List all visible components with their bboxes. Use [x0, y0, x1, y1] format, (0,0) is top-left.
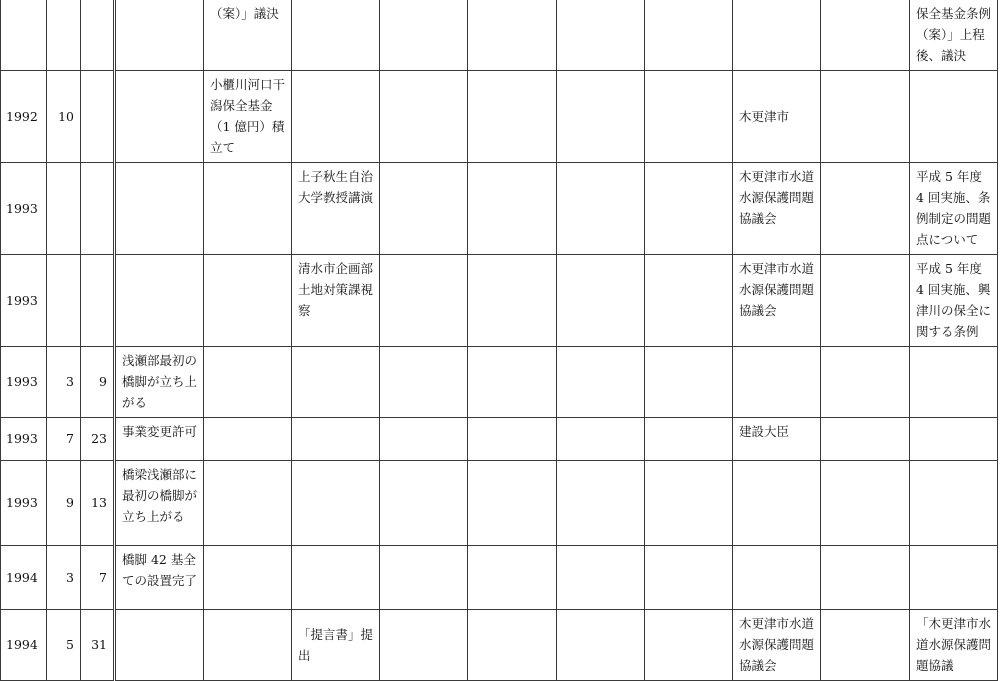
event-cell: [292, 71, 380, 163]
event-cell: [468, 0, 557, 71]
event-cell: [292, 546, 380, 610]
note-cell: [910, 546, 998, 610]
event-cell: [380, 461, 468, 546]
day-cell: 23: [81, 418, 115, 461]
event-cell: [380, 255, 468, 347]
event-cell: [468, 163, 557, 255]
note-cell: 平成 5 年度 4 回実施、条例制定の問題点について: [910, 163, 998, 255]
event-cell: [380, 418, 468, 461]
day-cell: [81, 255, 115, 347]
event-cell: [645, 0, 733, 71]
month-cell: 7: [47, 418, 81, 461]
event-cell: [821, 418, 910, 461]
year-cell: 1993: [1, 255, 47, 347]
event-cell: 浅瀬部最初の橋脚が立ち上がる: [115, 347, 204, 418]
event-cell: [821, 347, 910, 418]
event-cell: 上子秋生自治大学教授講演: [292, 163, 380, 255]
event-cell: [821, 610, 910, 681]
event-cell: [821, 163, 910, 255]
actor-cell: [733, 461, 821, 546]
event-cell: [204, 461, 292, 546]
actor-cell: 木更津市水道水源保護問題協議会: [733, 255, 821, 347]
table-row: [1, 255, 1000, 347]
table-row: [1, 0, 1000, 71]
month-cell: 5: [47, 610, 81, 681]
event-cell: 橋梁浅瀬部に最初の橋脚が立ち上がる: [115, 461, 204, 546]
event-cell: [204, 347, 292, 418]
event-cell: （案）」議決: [204, 0, 292, 71]
event-cell: 小櫃川河口干潟保全基金（1 億円）積立て: [204, 71, 292, 163]
event-cell: 橋脚 42 基全ての設置完了: [115, 546, 204, 610]
event-cell: [380, 71, 468, 163]
year-cell: 1994: [1, 610, 47, 681]
event-cell: [468, 461, 557, 546]
event-cell: [468, 347, 557, 418]
day-cell: 13: [81, 461, 115, 546]
event-cell: [645, 418, 733, 461]
year-cell: 1994: [1, 546, 47, 610]
year-cell: 1993: [1, 418, 47, 461]
table-row: [1, 461, 1000, 546]
day-cell: 9: [81, 347, 115, 418]
event-cell: [380, 546, 468, 610]
day-cell: 7: [81, 546, 115, 610]
event-cell: [557, 255, 645, 347]
event-cell: [468, 71, 557, 163]
event-cell: [115, 255, 204, 347]
event-cell: [204, 418, 292, 461]
event-cell: [557, 418, 645, 461]
note-cell: [910, 461, 998, 546]
event-cell: [821, 546, 910, 610]
event-cell: [645, 163, 733, 255]
event-cell: [380, 347, 468, 418]
day-cell: [81, 0, 115, 71]
actor-cell: 木更津市水道水源保護問題協議会: [733, 610, 821, 681]
event-cell: [204, 163, 292, 255]
year-cell: 1993: [1, 347, 47, 418]
actor-cell: [733, 546, 821, 610]
event-cell: 事業変更許可: [115, 418, 204, 461]
event-cell: [645, 255, 733, 347]
event-cell: [115, 71, 204, 163]
note-cell: [910, 347, 998, 418]
event-cell: [204, 610, 292, 681]
event-cell: [115, 0, 204, 71]
day-cell: 31: [81, 610, 115, 681]
event-cell: [204, 546, 292, 610]
event-cell: [115, 163, 204, 255]
actor-cell: [733, 0, 821, 71]
table-row: [1, 71, 1000, 163]
month-cell: 10: [47, 71, 81, 163]
event-cell: [645, 546, 733, 610]
event-cell: [645, 461, 733, 546]
event-cell: [557, 610, 645, 681]
month-cell: 3: [47, 347, 81, 418]
actor-cell: [733, 347, 821, 418]
table-row: [1, 163, 1000, 255]
event-cell: [468, 418, 557, 461]
event-cell: [821, 461, 910, 546]
event-cell: [380, 163, 468, 255]
event-cell: [821, 255, 910, 347]
table-row: [1, 546, 1000, 610]
note-cell: 「木更津市水道水源保護問題協議: [910, 610, 998, 681]
event-cell: [821, 0, 910, 71]
year-cell: 1992: [1, 71, 47, 163]
event-cell: [292, 418, 380, 461]
event-cell: [557, 461, 645, 546]
note-cell: 平成 5 年度 4 回実施、興津川の保全に関する条例: [910, 255, 998, 347]
event-cell: [557, 546, 645, 610]
event-cell: [380, 610, 468, 681]
year-cell: [1, 0, 47, 71]
event-cell: [204, 255, 292, 347]
event-cell: [645, 71, 733, 163]
event-cell: [557, 347, 645, 418]
month-cell: [47, 255, 81, 347]
note-cell: [910, 71, 998, 163]
month-cell: 9: [47, 461, 81, 546]
day-cell: [81, 71, 115, 163]
event-cell: [557, 163, 645, 255]
month-cell: [47, 0, 81, 71]
event-cell: [292, 0, 380, 71]
event-cell: [645, 347, 733, 418]
event-cell: [821, 71, 910, 163]
note-cell: [910, 418, 998, 461]
event-cell: 清水市企画部土地対策課視察: [292, 255, 380, 347]
note-cell: 保全基金条例（案）」上程後、議決: [910, 0, 998, 71]
day-cell: [81, 163, 115, 255]
actor-cell: 建設大臣: [733, 418, 821, 461]
year-cell: 1993: [1, 461, 47, 546]
event-cell: [380, 0, 468, 71]
event-cell: [468, 546, 557, 610]
event-cell: [292, 347, 380, 418]
month-cell: 3: [47, 546, 81, 610]
event-cell: 「提言書」提出: [292, 610, 380, 681]
event-cell: [292, 461, 380, 546]
event-cell: [468, 255, 557, 347]
event-cell: [557, 71, 645, 163]
month-cell: [47, 163, 81, 255]
table-row: [1, 610, 1000, 681]
actor-cell: 木更津市: [733, 71, 821, 163]
event-cell: [468, 610, 557, 681]
event-cell: [557, 0, 645, 71]
event-cell: [115, 610, 204, 681]
year-cell: 1993: [1, 163, 47, 255]
event-cell: [645, 610, 733, 681]
table-row: [1, 347, 1000, 418]
table-row: [1, 418, 1000, 461]
actor-cell: 木更津市水道水源保護問題協議会: [733, 163, 821, 255]
